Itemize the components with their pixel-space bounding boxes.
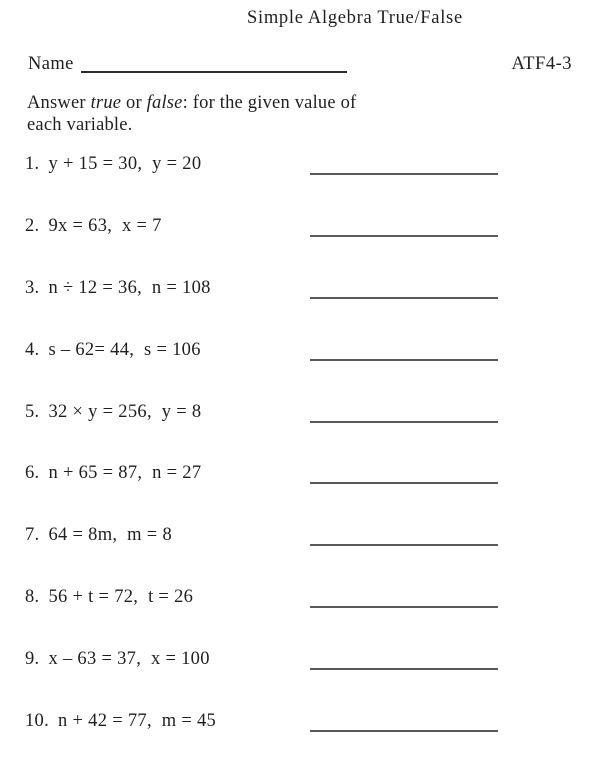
answer-blank-line[interactable]	[310, 235, 498, 237]
instructions-text: Answer	[27, 93, 91, 113]
answer-blank-line[interactable]	[310, 730, 498, 732]
problem-statement: s – 62= 44, s = 106	[48, 339, 201, 360]
problem-number: 4.	[25, 339, 40, 360]
answer-blank-line[interactable]	[310, 173, 498, 175]
problem-list	[25, 154, 600, 773]
instructions-line-2: each variable.	[27, 114, 133, 135]
answer-blank-line[interactable]	[310, 606, 498, 608]
name-blank-line[interactable]	[81, 55, 347, 73]
problem-statement: x – 63 = 37, x = 100	[48, 649, 210, 670]
problem-statement: n + 42 = 77, m = 45	[58, 711, 217, 732]
problem-number: 9.	[25, 649, 40, 670]
problem-statement: 32 × y = 256, y = 8	[48, 401, 202, 422]
problem-row-10	[25, 711, 600, 731]
problem-row-5	[25, 402, 600, 422]
instructions-word-false: false	[146, 93, 183, 113]
problem-number: 10.	[25, 711, 50, 732]
problem-row-2	[25, 216, 600, 236]
answer-blank-line[interactable]	[310, 544, 498, 546]
name-label: Name	[28, 54, 74, 74]
name-row	[28, 54, 572, 80]
problem-number: 2.	[25, 215, 40, 236]
problem-number: 3.	[25, 277, 40, 298]
problem-row-3	[25, 278, 600, 298]
problem-number: 5.	[25, 401, 40, 422]
problem-number: 7.	[25, 525, 40, 546]
instructions-line-1	[27, 93, 356, 115]
problem-row-8	[25, 587, 600, 607]
worksheet-code: ATF4-3	[511, 54, 572, 74]
problem-statement: n + 65 = 87, n = 27	[48, 463, 202, 484]
problem-row-6	[25, 463, 600, 483]
instructions	[27, 93, 356, 136]
problem-number: 6.	[25, 463, 40, 484]
problem-statement: 56 + t = 72, t = 26	[48, 587, 194, 608]
problem-number: 1.	[25, 154, 40, 174]
instructions-text: : for the given value of	[182, 93, 357, 113]
answer-blank-line[interactable]	[310, 668, 498, 670]
problem-statement: n ÷ 12 = 36, n = 108	[48, 277, 211, 298]
instructions-word-true: true	[90, 93, 122, 113]
answer-blank-line[interactable]	[310, 482, 498, 484]
problem-row-1	[25, 154, 600, 174]
page-title: Simple Algebra True/False	[247, 8, 463, 28]
problem-statement: 9x = 63, x = 7	[48, 215, 162, 236]
answer-blank-line[interactable]	[310, 297, 498, 299]
problem-row-7	[25, 525, 600, 545]
problem-row-4	[25, 340, 600, 360]
problem-statement: 64 = 8m, m = 8	[48, 525, 173, 546]
answer-blank-line[interactable]	[310, 359, 498, 361]
problem-statement: y + 15 = 30, y = 20	[48, 154, 202, 174]
problem-row-9	[25, 649, 600, 669]
problem-number: 8.	[25, 587, 40, 608]
answer-blank-line[interactable]	[310, 421, 498, 423]
instructions-text: or	[121, 93, 147, 113]
